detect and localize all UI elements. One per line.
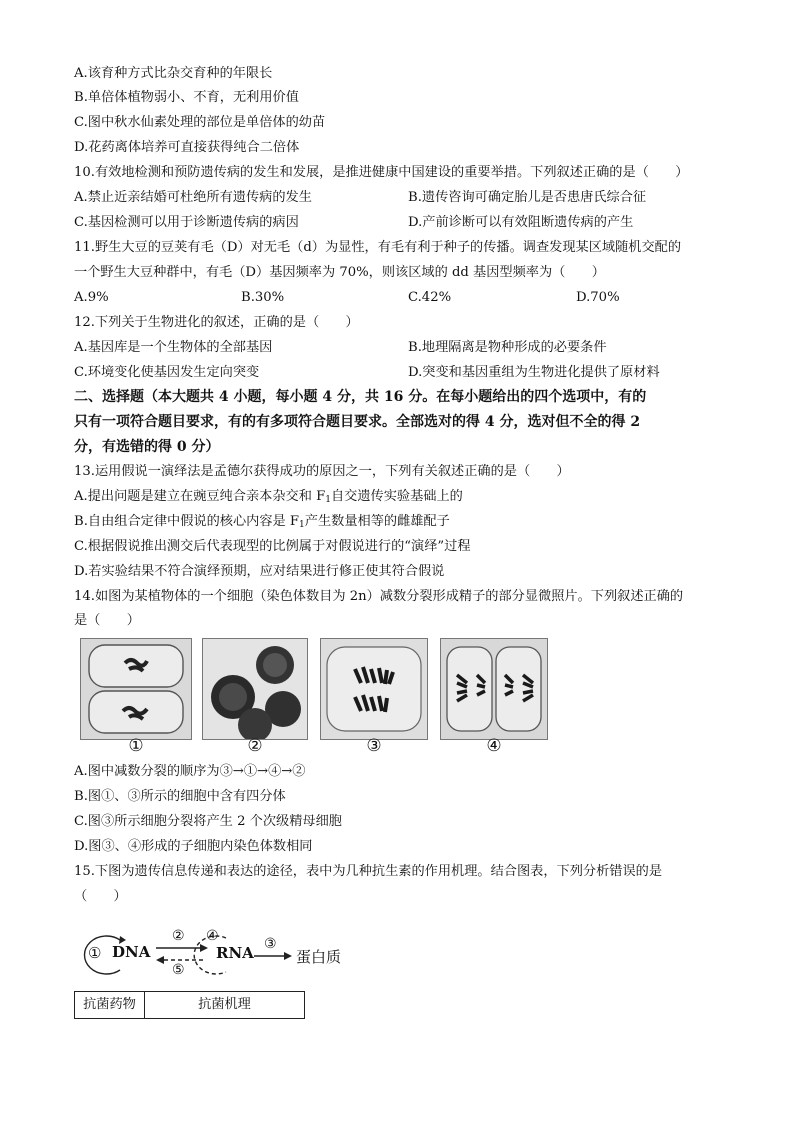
q14-stem-line1: 14.如图为某植物体的一个细胞（染色体数目为 2n）减数分裂形成精子的部分显微照片。下列叙述正确的	[74, 589, 684, 604]
q9-option-b: B.单倍体植物弱小、不育，无利用价值	[74, 90, 299, 105]
q14-stem-line2: 是（ ）	[74, 613, 140, 628]
micrograph-1-label: ①	[128, 736, 144, 756]
q12-stem: 12.下列关于生物进化的叙述，正确的是（ ）	[74, 315, 359, 330]
diagram-label-3: ③	[264, 936, 277, 952]
q15-stem-line1: 15.下图为遗传信息传递和表达的途径，表中为几种抗生素的作用机理。结合图表，下列分析错误的是	[74, 864, 663, 879]
diagram-label-4: ④	[206, 928, 219, 944]
q10-option-c: C.基因检测可以用于诊断遗传病的病因	[74, 215, 299, 230]
antibiotic-table	[74, 991, 305, 1019]
diagram-dna-text: DNA	[112, 943, 151, 961]
section2-heading-line1: 二、选择题（本大题共 4 小题，每小题 4 分，共 16 分。在每小题给出的四个选项中，有的	[74, 389, 647, 405]
micrograph-2-photo	[202, 638, 308, 740]
q9-option-d: D.花药离体培养可直接获得纯合二倍体	[74, 140, 300, 155]
micrograph-2-label: ②	[247, 736, 263, 756]
micrograph-3	[320, 638, 428, 756]
q11-option-a: A.9%	[74, 290, 109, 305]
q10-stem: 10.有效地检测和预防遗传病的发生和发展，是推进健康中国建设的重要举措。下列叙述正确的是（ ）	[74, 165, 689, 180]
q11-stem-line2: 一个野生大豆种群中，有毛（D）基因频率为 70%，则该区域的 dd 基因型频率为（ ）	[74, 265, 605, 280]
central-dogma-diagram	[82, 926, 352, 982]
table-header-drug: 抗菌药物	[75, 992, 145, 1018]
micrograph-4	[440, 638, 548, 756]
q12-option-a: A.基因库是一个生物体的全部基因	[74, 340, 273, 355]
q11-option-d: D.70%	[576, 290, 620, 305]
q13-option-a: A.提出问题是建立在豌豆纯合亲本杂交和 $F_1$自交遗传实验基础上的	[74, 489, 463, 505]
q13-option-c: C.根据假说推出测交后代表现型的比例属于对假说进行的“演绎”过程	[74, 539, 471, 554]
q12-option-d: D.突变和基因重组为生物进化提供了原材料	[408, 365, 660, 380]
diagram-label-1: ①	[88, 944, 102, 962]
section2-heading-line2: 只有一项符合题目要求，有的有多项符合题目要求。全部选对的得 4 分，选对但不全的得 2	[74, 414, 641, 430]
q12-option-b: B.地理隔离是物种形成的必要条件	[408, 340, 607, 355]
q11-stem-line1: 11.野生大豆的豆荚有毛（D）对无毛（d）为显性，有毛有利于种子的传播。调查发现某区域随机交配的	[74, 240, 682, 255]
q11-option-b: B.30%	[241, 290, 285, 305]
q14-option-d: D.图③、④形成的子细胞内染色体数相同	[74, 839, 313, 854]
micrograph-3-photo	[320, 638, 428, 740]
micrograph-3-label: ③	[366, 736, 382, 756]
q13-stem: 13.运用假说一演绎法是孟德尔获得成功的原因之一，下列有关叙述正确的是（ ）	[74, 464, 570, 479]
q10-option-d: D.产前诊断可以有效阻断遗传病的产生	[408, 215, 634, 230]
q9-option-c: C.图中秋水仙素处理的部位是单倍体的幼苗	[74, 115, 326, 130]
diagram-label-2: ②	[172, 928, 185, 944]
q10-option-a: A.禁止近亲结婚可杜绝所有遗传病的发生	[74, 190, 312, 205]
q14-option-c: C.图③所示细胞分裂将产生 2 个次级精母细胞	[74, 814, 342, 829]
table-header-mechanism: 抗菌机理	[198, 997, 251, 1012]
q14-option-b: B.图①、③所示的细胞中含有四分体	[74, 789, 286, 804]
diagram-label-5: ⑤	[172, 962, 185, 978]
diagram-protein-text: 蛋白质	[296, 948, 342, 966]
q9-option-a: A.该育种方式比杂交育种的年限长	[74, 66, 273, 81]
diagram-rna-text: RNA	[216, 944, 254, 962]
micrograph-1-photo	[80, 638, 192, 740]
micrograph-4-label: ④	[486, 736, 502, 756]
q13-option-d: D.若实验结果不符合演绎预期，应对结果进行修正使其符合假说	[74, 564, 445, 579]
q10-option-b: B.遗传咨询可确定胎儿是否患唐氏综合征	[408, 190, 647, 205]
section2-heading-line3: 分，有选错的得 0 分）	[74, 439, 220, 455]
q13-option-b: B.自由组合定律中假说的核心内容是 $F_1$产生数量相等的雌雄配子	[74, 514, 450, 530]
micrograph-2	[202, 638, 308, 756]
q12-option-c: C.环境变化使基因发生定向突变	[74, 365, 260, 380]
micrograph-4-photo	[440, 638, 548, 740]
micrograph-1	[80, 638, 192, 756]
q14-option-a: A.图中减数分裂的顺序为③→①→④→②	[74, 764, 306, 779]
q11-option-c: C.42%	[408, 290, 452, 305]
q15-stem-line2: （ ）	[74, 889, 127, 904]
